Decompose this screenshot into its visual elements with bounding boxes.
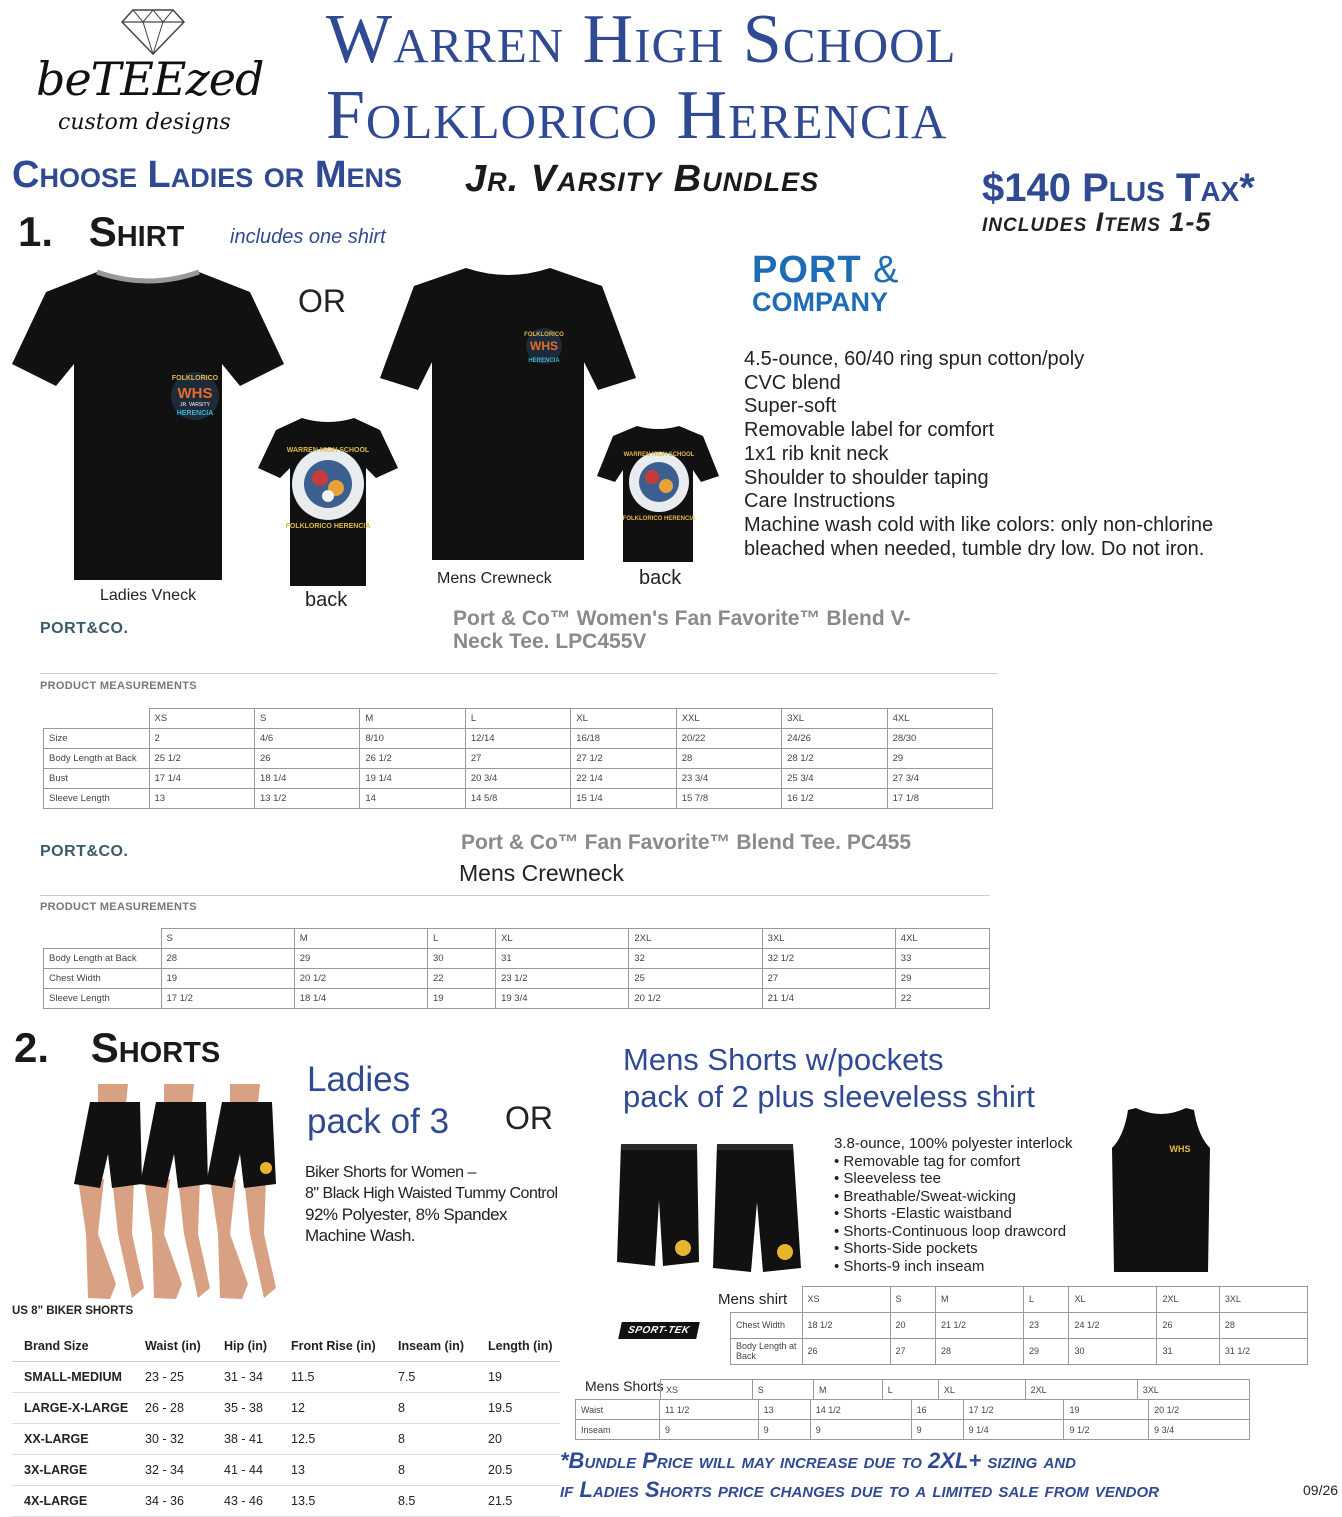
table-row [44, 989, 990, 1009]
table-cell: 11 1/2 [660, 1400, 759, 1420]
table-cell: 2XL [1157, 1287, 1219, 1313]
feature-line: CVC blend [744, 371, 841, 394]
table-cell: 17 1/2 [963, 1400, 1064, 1420]
print-folklorico-herencia-mens: FOLKLORICO HERENCIA [622, 516, 696, 522]
table-cell: 31 [1157, 1338, 1219, 1364]
table-cell: Body Length at Back [731, 1338, 803, 1364]
print-warren-mens: WARREN HIGH SCHOOL [623, 452, 695, 458]
table-cell: 9 [758, 1420, 810, 1440]
diamond-icon [118, 0, 188, 55]
feature-line: 1x1 rib knit neck [744, 442, 889, 465]
bullet-line: 3.8-ounce, 100% polyester interlock [834, 1135, 1073, 1152]
bullet-line: • Shorts-9 inch inseam [834, 1257, 985, 1275]
table-row [44, 749, 993, 769]
table-row [576, 1400, 1250, 1420]
table-cell: Bust [44, 769, 150, 789]
table-cell: SMALL-MEDIUM [12, 1362, 133, 1393]
table-cell: 28 [161, 949, 294, 969]
table-cell: Inseam (in) [386, 1331, 476, 1362]
print-jv: JR. VARSITY [180, 402, 210, 408]
bullet-line: • Shorts-Continuous loop drawcord [834, 1222, 1067, 1240]
table-cell: 8/10 [360, 729, 465, 749]
table-cell: 28 1/2 [782, 749, 887, 769]
table-row [12, 1362, 560, 1393]
mens-table-subtitle: Mens Crewneck [459, 860, 624, 886]
table-cell: 4/6 [254, 729, 359, 749]
table-cell: 26 [802, 1338, 890, 1364]
table-cell: Chest Width [44, 969, 162, 989]
table-cell: 31 1/2 [1219, 1338, 1307, 1364]
table-cell: M [814, 1380, 883, 1400]
table-cell: 4XL [895, 929, 989, 949]
table-cell: 25 3/4 [782, 769, 887, 789]
table-cell: 13 [279, 1455, 386, 1486]
table-cell: L [427, 929, 495, 949]
table-row [44, 969, 990, 989]
table-cell: 23 [1024, 1312, 1069, 1338]
table-cell: 25 1/2 [149, 749, 254, 769]
table-cell: 20 1/2 [629, 989, 762, 1009]
table-cell: 30 [427, 949, 495, 969]
table-cell: 12.5 [279, 1424, 386, 1455]
table-cell: 13.5 [279, 1486, 386, 1517]
table-cell: 29 [895, 969, 989, 989]
print-folklorico-herencia: FOLKLORICO HERENCIA [285, 523, 371, 530]
page-title-line2: Folklorico Herencia [326, 77, 948, 154]
table-cell: 18 1/4 [294, 989, 427, 1009]
table-cell: 26 [1157, 1312, 1219, 1338]
table-cell: Inseam [576, 1420, 660, 1440]
table-cell: 20 1/2 [1149, 1400, 1250, 1420]
logo-script: beTEEzed [36, 52, 264, 106]
table-cell: 29 [294, 949, 427, 969]
desc-line: 92% Polyester, 8% Spandex [305, 1205, 508, 1224]
shorts-or-label: OR [505, 1100, 553, 1136]
bundle-heading: Jr. Varsity Bundles [465, 158, 820, 200]
table-cell: 9 1/2 [1064, 1420, 1149, 1440]
table-cell: 8 [386, 1424, 476, 1455]
table-cell: Brand Size [12, 1331, 133, 1362]
table-cell: 24/26 [782, 729, 887, 749]
mens-table-title: Port & Co™ Fan Favorite™ Blend Tee. PC455 [461, 831, 912, 854]
logo-subtitle: custom designs [58, 110, 231, 135]
table-cell: Waist (in) [133, 1331, 212, 1362]
table-cell: M [935, 1287, 1023, 1313]
section2-heading [14, 1024, 220, 1072]
price: $140 Plus Tax* [982, 166, 1255, 210]
table-cell: 30 [1069, 1338, 1157, 1364]
table-row [44, 729, 993, 749]
desc-line: Biker Shorts for Women – [305, 1164, 476, 1181]
table-cell: 19 [476, 1362, 560, 1393]
ladies-shorts-desc [305, 1162, 558, 1246]
table-cell: 13 [149, 789, 254, 809]
ladies-shorts-title1: Ladies [307, 1060, 411, 1099]
sporttek-logo: SPORT-TEK [618, 1322, 699, 1339]
print-folklorico: FOLKLORICO [171, 375, 219, 382]
table-cell: 27 [890, 1338, 935, 1364]
table-cell: XXL [676, 709, 781, 729]
table-cell: 17 1/4 [149, 769, 254, 789]
table-cell [44, 709, 150, 729]
table-cell: 14 5/8 [465, 789, 570, 809]
desc-line: Machine Wash. [305, 1226, 416, 1245]
table-cell: 12 [279, 1393, 386, 1424]
table-cell: 16 [911, 1400, 963, 1420]
price-includes: includes Items 1-5 [982, 207, 1212, 237]
table-cell: 31 [496, 949, 629, 969]
table-cell: 20/22 [676, 729, 781, 749]
table-cell [731, 1287, 803, 1313]
table-cell: Chest Width [731, 1312, 803, 1338]
table-cell: 41 - 44 [212, 1455, 279, 1486]
table-cell: XL [1069, 1287, 1157, 1313]
section1-note: includes one shirt [230, 226, 386, 248]
table-cell: 26 1/2 [360, 749, 465, 769]
port-company-logo [752, 249, 900, 317]
ladies-back-label: back [305, 589, 348, 611]
table-cell: 26 - 28 [133, 1393, 212, 1424]
mens-shirt-measure-table [730, 1286, 1308, 1365]
table-cell: Length (in) [476, 1331, 560, 1362]
table-cell: 38 - 41 [212, 1424, 279, 1455]
table-cell [44, 929, 162, 949]
table-cell: 19 [1064, 1400, 1149, 1420]
bullet-line: • Shorts-Side pockets [834, 1240, 978, 1257]
divider [40, 673, 998, 674]
ladies-table-label: PRODUCT MEASUREMENTS [40, 680, 197, 692]
feature-line: bleached when needed, tumble dry low. Do not iron. [744, 537, 1205, 560]
table-cell: 7.5 [386, 1362, 476, 1393]
table-cell: XS [661, 1380, 753, 1400]
table-cell: 16/18 [571, 729, 676, 749]
table-cell: 2XL [1025, 1380, 1137, 1400]
print-whs-sleeveless: WHS [1169, 1144, 1191, 1154]
table-cell: 28 [676, 749, 781, 769]
section1-name: Shirt [88, 208, 185, 255]
table-cell: 3XL [782, 709, 887, 729]
table-cell: 24 1/2 [1069, 1312, 1157, 1338]
bullet-line: • Removable tag for comfort [834, 1152, 1021, 1170]
table-cell: 8.5 [386, 1486, 476, 1517]
print-herencia-mens: HERENCIA [528, 358, 560, 364]
table-cell: 20 [476, 1424, 560, 1455]
table-cell: Size [44, 729, 150, 749]
table-cell: 9 [911, 1420, 963, 1440]
ladies-biker-shorts-image [68, 1084, 296, 1304]
table-cell: 32 - 34 [133, 1455, 212, 1486]
table-cell: 28 [935, 1338, 1023, 1364]
table-cell: XL [571, 709, 676, 729]
table-row [576, 1420, 1250, 1440]
table-cell: XS [802, 1287, 890, 1313]
feature-line: Machine wash cold with like colors: only non-chlorine [744, 513, 1214, 536]
mens-table-label: PRODUCT MEASUREMENTS [40, 901, 197, 913]
table-header-row [12, 1331, 560, 1362]
table-cell: 20 3/4 [465, 769, 570, 789]
footnote-line2: if Ladies Shorts price changes due to a limited sale from vendor [560, 1477, 1159, 1502]
table-cell: 30 - 32 [133, 1424, 212, 1455]
table-cell: XL [938, 1380, 1025, 1400]
biker-table-label: US 8" BIKER SHORTS [12, 1305, 134, 1317]
mens-shorts-measure-rows [575, 1399, 1250, 1440]
table-cell: 9 3/4 [1149, 1420, 1250, 1440]
table-cell: 23 1/2 [496, 969, 629, 989]
table-cell: S [161, 929, 294, 949]
table-cell: L [1024, 1287, 1069, 1313]
mens-shorts-title1: Mens Shorts w/pockets [623, 1042, 944, 1077]
section2-number: 2. [14, 1024, 50, 1071]
table-row [731, 1338, 1308, 1364]
table-cell: 21 1/2 [935, 1312, 1023, 1338]
table-cell: XS [149, 709, 254, 729]
table-cell: 19 3/4 [496, 989, 629, 1009]
table-cell: Sleeve Length [44, 789, 150, 809]
table-cell: 22 [427, 969, 495, 989]
mens-shorts-bullets [834, 1135, 1072, 1275]
table-cell: L [882, 1380, 938, 1400]
mens-crewneck-back [597, 424, 719, 564]
table-cell: M [360, 709, 465, 729]
table-cell: 18 1/4 [254, 769, 359, 789]
table-cell: 18 1/2 [802, 1312, 890, 1338]
print-warren: WARREN HIGH SCHOOL [286, 447, 370, 454]
mens-shorts-measure-table [660, 1379, 1250, 1400]
table-cell: 27 [762, 969, 895, 989]
table-cell: XL [496, 929, 629, 949]
table-cell: 27 3/4 [887, 769, 992, 789]
table-cell: S [254, 709, 359, 729]
table-header-row [44, 929, 990, 949]
table-cell: 2 [149, 729, 254, 749]
table-cell: 3X-LARGE [12, 1455, 133, 1486]
table-cell: Hip (in) [212, 1331, 279, 1362]
table-cell: 3XL [1219, 1287, 1307, 1313]
table-cell: 13 [758, 1400, 810, 1420]
table-cell: 2XL [629, 929, 762, 949]
table-cell: 19.5 [476, 1393, 560, 1424]
table-cell: 14 1/2 [810, 1400, 911, 1420]
table-cell: L [465, 709, 570, 729]
table-cell: 8 [386, 1455, 476, 1486]
table-cell: Sleeve Length [44, 989, 162, 1009]
table-cell: S [890, 1287, 935, 1313]
brand-port: PORT [752, 249, 862, 291]
table-cell: 15 1/4 [571, 789, 676, 809]
table-cell: 13 1/2 [254, 789, 359, 809]
table-cell: 28/30 [887, 729, 992, 749]
print-folklorico-mens: FOLKLORICO [524, 332, 564, 338]
table-cell: 28 [1219, 1312, 1307, 1338]
section1-heading [18, 208, 184, 256]
table-cell: 25 [629, 969, 762, 989]
table-row [44, 789, 993, 809]
print-whs-mens: WHS [530, 339, 558, 353]
table-cell: 17 1/2 [161, 989, 294, 1009]
page-title-line1: Warren High School [326, 1, 957, 78]
biker-size-table [12, 1331, 560, 1517]
table-header-row [44, 709, 993, 729]
table-cell: 11.5 [279, 1362, 386, 1393]
mens-shorts-table-label: Mens Shorts [585, 1378, 664, 1394]
table-cell: 15 7/8 [676, 789, 781, 809]
table-cell: 26 [254, 749, 359, 769]
table-row [44, 769, 993, 789]
table-cell: 34 - 36 [133, 1486, 212, 1517]
bullet-line: • Breathable/Sweat-wicking [834, 1187, 1017, 1205]
table-cell: 3XL [1137, 1380, 1249, 1400]
desc-line: 8" Black High Waisted Tummy Control [305, 1185, 558, 1202]
section2-name: Shorts [90, 1024, 221, 1071]
table-header-row [731, 1287, 1308, 1313]
ladies-measure-table [43, 708, 993, 809]
table-cell: S [752, 1380, 813, 1400]
mens-back-label: back [639, 567, 682, 589]
mens-measure-table [43, 928, 990, 1009]
table-cell: 32 1/2 [762, 949, 895, 969]
table-cell: 14 [360, 789, 465, 809]
table-cell: 29 [1024, 1338, 1069, 1364]
print-herencia: HERENCIA [176, 410, 214, 417]
table-cell: 32 [629, 949, 762, 969]
portco-logo-mens: PORT&CO. [40, 843, 129, 860]
feature-line: 4.5-ounce, 60/40 ring spun cotton/poly [744, 348, 1085, 370]
table-cell: 35 - 38 [212, 1393, 279, 1424]
ladies-vneck-front [12, 268, 284, 582]
table-cell: 21.5 [476, 1486, 560, 1517]
sleeveless-shirt-image [1112, 1106, 1210, 1274]
table-cell: 21 1/4 [762, 989, 895, 1009]
table-cell: 9 [810, 1420, 911, 1440]
choose-heading: Choose Ladies or Mens [12, 154, 403, 196]
table-cell: 43 - 46 [212, 1486, 279, 1517]
or-label: OR [298, 283, 346, 319]
table-cell: M [294, 929, 427, 949]
table-cell: 27 1/2 [571, 749, 676, 769]
table-cell: Waist [576, 1400, 660, 1420]
table-row [12, 1455, 560, 1486]
section1-number: 1. [18, 208, 54, 255]
brand-amp: & [873, 249, 900, 291]
ladies-vneck-back [258, 416, 398, 588]
feature-line: Super-soft [744, 395, 837, 418]
mens-crewneck-label: Mens Crewneck [437, 570, 552, 587]
table-cell: 20 [890, 1312, 935, 1338]
mens-shorts-image [617, 1140, 807, 1276]
bullet-line: • Sleeveless tee [834, 1170, 941, 1187]
feature-line: Care Instructions [744, 490, 896, 513]
table-cell: 3XL [762, 929, 895, 949]
table-cell: 23 3/4 [676, 769, 781, 789]
table-cell: 22 1/4 [571, 769, 676, 789]
portco-logo-ladies: PORT&CO. [40, 620, 129, 637]
table-cell: XX-LARGE [12, 1424, 133, 1455]
ladies-table-title-line1: Port & Co™ Women's Fan Favorite™ Blend V- [453, 607, 911, 630]
ladies-vneck-label: Ladies Vneck [100, 587, 197, 604]
table-cell: 31 - 34 [212, 1362, 279, 1393]
table-row [12, 1486, 560, 1517]
bullet-line: • Shorts -Elastic waistband [834, 1205, 1012, 1222]
table-row [12, 1424, 560, 1455]
brand-company: COMPANY [752, 287, 889, 317]
table-cell: 22 [895, 989, 989, 1009]
table-cell: Front Rise (in) [279, 1331, 386, 1362]
table-cell: 16 1/2 [782, 789, 887, 809]
footnote-date: 09/26 [1303, 1482, 1339, 1498]
table-cell: 4X-LARGE [12, 1486, 133, 1517]
ladies-table-title-line2: Neck Tee. LPC455V [453, 630, 647, 653]
table-cell: Body Length at Back [44, 949, 162, 969]
table-row [12, 1393, 560, 1424]
table-cell: 29 [887, 749, 992, 769]
table-cell: 19 [161, 969, 294, 989]
mens-shorts-title2: pack of 2 plus sleeveless shirt [623, 1079, 1035, 1114]
table-header-row [660, 1380, 1250, 1400]
feature-line: Removable label for comfort [744, 419, 995, 442]
shirt-features [744, 348, 1213, 561]
mens-shirt-table-label: Mens shirt [718, 1291, 788, 1308]
logo [28, 0, 264, 150]
table-cell: 9 [660, 1420, 759, 1440]
table-cell: 27 [465, 749, 570, 769]
table-cell: 17 1/8 [887, 789, 992, 809]
table-row [44, 949, 990, 969]
table-cell: 20 1/2 [294, 969, 427, 989]
table-cell: 12/14 [465, 729, 570, 749]
table-cell: 19 1/4 [360, 769, 465, 789]
table-cell: 9 1/4 [963, 1420, 1064, 1440]
table-cell: LARGE-X-LARGE [12, 1393, 133, 1424]
print-whs: WHS [177, 385, 213, 402]
table-cell: 8 [386, 1393, 476, 1424]
divider [40, 895, 990, 896]
table-row [731, 1312, 1308, 1338]
table-cell: 4XL [887, 709, 992, 729]
footnote-line1: *Bundle Price will may increase due to 2XL+ sizing and [560, 1448, 1076, 1473]
table-cell: 33 [895, 949, 989, 969]
table-cell: 19 [427, 989, 495, 1009]
feature-line: Shoulder to shoulder taping [744, 466, 989, 489]
ladies-shorts-title2: pack of 3 [307, 1102, 450, 1141]
table-cell: Body Length at Back [44, 749, 150, 769]
table-cell: 23 - 25 [133, 1362, 212, 1393]
table-cell: 20.5 [476, 1455, 560, 1486]
